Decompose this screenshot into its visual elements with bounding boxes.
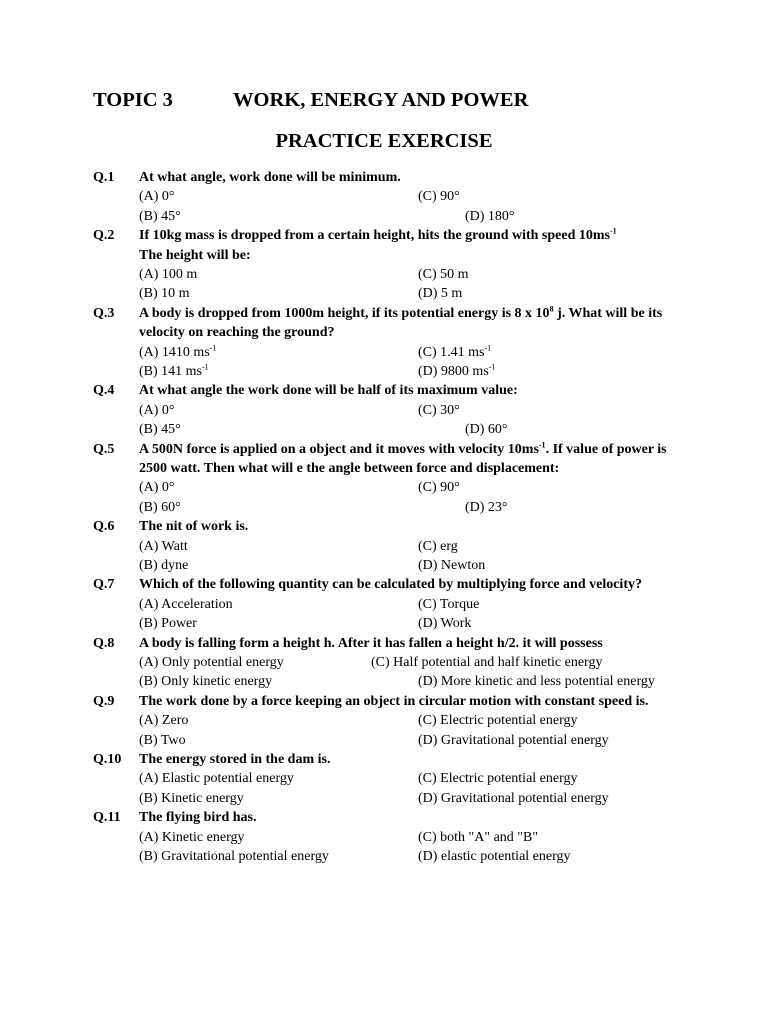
option-b: (B) dyne — [139, 557, 189, 573]
question-text: The energy stored in the dam is. — [139, 751, 331, 767]
option-row — [139, 828, 683, 847]
option-a: (A) Kinetic energy — [139, 829, 245, 845]
option-d: (D) 23° — [465, 499, 508, 515]
question-number: Q.7 — [93, 577, 115, 593]
page-subtitle: PRACTICE EXERCISE — [275, 130, 493, 152]
question-number: Q.3 — [93, 305, 115, 321]
page-header — [93, 87, 529, 113]
option-row — [139, 362, 683, 381]
question-number: Q.8 — [93, 635, 115, 651]
option-row — [139, 284, 683, 303]
question-number: Q.4 — [93, 383, 115, 399]
option-row — [139, 478, 683, 497]
question-number: Q.10 — [93, 751, 122, 767]
option-row — [139, 711, 683, 730]
option-row — [139, 498, 683, 517]
question-10 — [93, 750, 683, 808]
option-d: (D) More kinetic and less potential energy — [418, 674, 655, 690]
option-d: (D) Gravitational potential energy — [418, 790, 609, 806]
question-number: Q.5 — [93, 441, 115, 457]
option-a: (A) 0° — [139, 189, 175, 205]
option-row — [139, 789, 683, 808]
option-row — [139, 847, 683, 866]
question-text: A 500N force is applied on a object and it moves with velocity $10ms^{-1}$. If value of power is 2500 watt. Then what will e the angle between force and displacement: — [139, 439, 667, 476]
option-c: (C) Electric potential energy — [418, 713, 578, 729]
option-b: (B) Gravitational potential energy — [139, 848, 329, 864]
option-b: (B) Kinetic energy — [139, 790, 244, 806]
question-4 — [93, 381, 683, 439]
option-d: (D) Gravitational potential energy — [418, 732, 609, 748]
option-a: (A) Elastic potential energy — [139, 771, 294, 787]
option-row — [139, 672, 683, 691]
option-d: (D) elastic potential energy — [418, 848, 571, 864]
option-c: (C) Half potential and half kinetic energy — [371, 654, 603, 670]
question-6 — [93, 517, 683, 575]
question-text: A body is dropped from 1000m height, if its potential energy is 8 x $10^8$ j. What will be its velocity on reaching the ground? — [139, 304, 663, 341]
option-row — [139, 265, 683, 284]
option-row — [139, 653, 683, 672]
option-a: (A) Acceleration — [139, 596, 233, 612]
option-a: (A) 0° — [139, 402, 175, 418]
option-c: (C) Torque — [418, 596, 480, 612]
question-text: The flying bird has. — [139, 810, 257, 826]
question-3 — [93, 304, 683, 382]
option-c: (C) 1.41 $ms^{-1}$ — [418, 342, 492, 360]
question-7 — [93, 575, 683, 633]
option-d: (D) 60° — [465, 422, 508, 438]
question-number: Q.2 — [93, 228, 115, 244]
question-1 — [93, 168, 683, 226]
option-b: (B) Power — [139, 616, 197, 632]
question-5 — [93, 440, 683, 518]
option-row — [139, 420, 683, 439]
option-c: (C) Electric potential energy — [418, 771, 578, 787]
question-text: At what angle, work done will be minimum. — [139, 170, 401, 185]
option-row — [139, 614, 683, 633]
option-b: (B) Only kinetic energy — [139, 674, 273, 690]
option-b: (B) 141 $ms^{-1}$ — [139, 362, 209, 379]
option-d: (D) Newton — [418, 557, 486, 573]
question-number: Q.1 — [93, 170, 115, 185]
option-b: (B) Two — [139, 732, 186, 748]
question-number: Q.9 — [93, 693, 115, 709]
option-d: (D) 9800 $ms^{-1}$ — [418, 362, 496, 379]
option-row — [139, 207, 683, 226]
option-c: (C) erg — [418, 538, 458, 554]
option-b: (B) 45° — [139, 422, 181, 438]
option-c: (C) 90° — [418, 189, 460, 205]
question-11 — [93, 808, 683, 866]
question-list — [93, 168, 683, 866]
page-title: WORK, ENERGY AND POWER — [233, 89, 529, 111]
option-a: (A) 0° — [139, 480, 175, 496]
question-number: Q.11 — [93, 810, 121, 826]
option-c: (C) both "A" and "B" — [418, 829, 539, 845]
question-text: At what angle the work done will be half of its maximum value: — [139, 383, 518, 399]
option-a: (A) Zero — [139, 713, 189, 729]
option-a: (A) Watt — [139, 538, 188, 554]
option-row — [139, 769, 683, 788]
question-8 — [93, 634, 683, 692]
question-text: The work done by a force keeping an object in circular motion with constant speed is. — [139, 693, 649, 709]
option-row — [139, 556, 683, 575]
question-9 — [93, 692, 683, 750]
option-b: (B) 10 m — [139, 286, 190, 302]
option-row — [139, 537, 683, 556]
question-text: If 10kg mass is dropped from a certain height, hits the ground with speed $10ms^{-1}$ The height will be: — [139, 226, 617, 263]
option-a: (A) 100 m — [139, 267, 198, 282]
option-d: (D) Work — [418, 616, 472, 632]
option-row — [139, 731, 683, 750]
option-row — [139, 187, 683, 206]
option-row — [139, 343, 683, 362]
option-c: (C) 50 m — [418, 267, 469, 282]
option-c: (C) 90° — [418, 480, 460, 496]
option-a: (A) Only potential energy — [139, 654, 284, 670]
option-row — [139, 401, 683, 420]
option-b: (B) 60° — [139, 499, 181, 515]
question-number: Q.6 — [93, 519, 115, 535]
question-text: Which of the following quantity can be calculated by multiplying force and velocity? — [139, 577, 642, 593]
question-2 — [93, 226, 683, 304]
option-row — [139, 595, 683, 614]
option-b: (B) 45° — [139, 208, 181, 224]
option-d: (D) 180° — [465, 208, 515, 224]
topic-label: TOPIC 3 — [93, 89, 173, 111]
question-text: The nit of work is. — [139, 519, 249, 535]
option-c: (C) 30° — [418, 402, 460, 418]
option-d: (D) 5 m — [418, 286, 463, 302]
question-text: A body is falling form a height h. After it has fallen a height h/2. it will possess — [139, 635, 603, 651]
option-a: (A) 1410 $ms^{-1}$ — [139, 342, 217, 360]
